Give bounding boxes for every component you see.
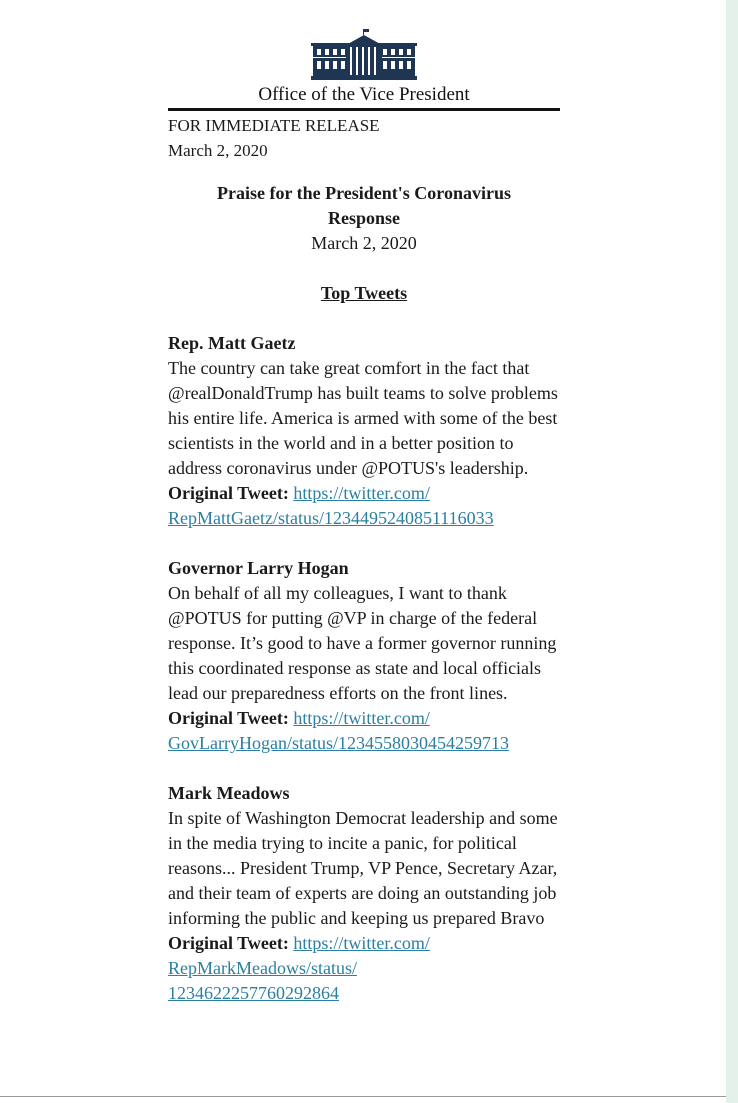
link-part: RepMattGaetz/status/1234495240851116033	[168, 508, 494, 528]
original-tweet	[168, 481, 560, 531]
white-house-icon	[311, 28, 417, 80]
tweet-text: The country can take great comfort in the fact that @realDonaldTrump has built teams to solve problems his entire life. America is armed with some of the best scientists in the world and in a better position to address coronavirus under @POTUS's leadership.	[168, 358, 558, 478]
letterhead	[168, 28, 560, 107]
tweet-author: Mark Meadows	[168, 783, 290, 803]
section-title: Top Tweets	[320, 283, 408, 303]
header-rule	[168, 108, 560, 111]
tweet-entry	[168, 781, 560, 1006]
office-name: Office of the Vice President	[258, 84, 470, 105]
release-date: March 2, 2020	[168, 141, 268, 160]
tweet-entry	[168, 331, 560, 531]
release-info	[168, 113, 560, 163]
original-tweet-label: Original Tweet:	[168, 933, 289, 953]
original-tweet-label: Original Tweet:	[168, 483, 289, 503]
press-release	[168, 28, 560, 1006]
link-part: https://twitter.com/	[293, 483, 430, 503]
release-label: FOR IMMEDIATE RELEASE	[168, 116, 380, 135]
original-tweet	[168, 706, 560, 756]
link-part: https://twitter.com/	[293, 933, 430, 953]
tweet-text: On behalf of all my colleagues, I want to thank @POTUS for putting @VP in charge of the federal response. It’s good to have a former governor running this coordinated response as state and local officials lead our preparedness efforts on the front lines.	[168, 583, 557, 703]
title-date: March 2, 2020	[311, 233, 417, 253]
link-part: GovLarryHogan/status/1234558030454259713	[168, 733, 509, 753]
right-scroll-strip	[726, 0, 738, 1103]
original-tweet-label: Original Tweet:	[168, 708, 289, 728]
original-tweet	[168, 931, 560, 1006]
document-title: Praise for the President's Coronavirus Response	[217, 183, 511, 228]
tweet-author: Rep. Matt Gaetz	[168, 333, 296, 353]
tweet-entry	[168, 556, 560, 756]
tweet-text: In spite of Washington Democrat leadership and some in the media trying to incite a panic, for political reasons... President Trump, VP Pence, Secretary Azar, and their team of experts are doing an outstanding job informing the public and keeping us prepared Bravo	[168, 808, 558, 928]
link-part: RepMarkMeadows/status/	[168, 958, 357, 978]
link-part: https://twitter.com/	[293, 708, 430, 728]
bottom-divider	[0, 1096, 726, 1097]
title-block	[168, 181, 560, 256]
tweet-author: Governor Larry Hogan	[168, 558, 349, 578]
link-part: 1234622257760292864	[168, 983, 339, 1003]
